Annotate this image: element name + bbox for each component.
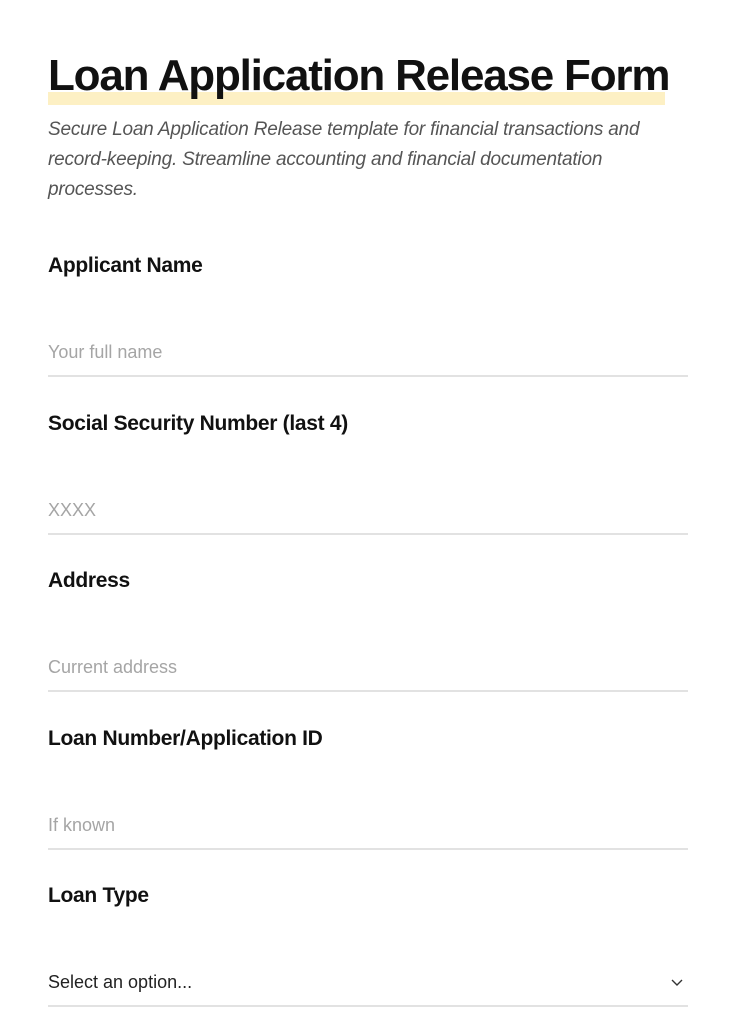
- field-address: [48, 569, 688, 692]
- field-ssn: [48, 412, 688, 535]
- chevron-down-icon: [670, 975, 684, 989]
- field-label: Loan Number/Application ID: [48, 727, 323, 750]
- applicant-name-input[interactable]: [48, 329, 688, 377]
- field-label: Loan Type: [48, 884, 149, 907]
- address-input[interactable]: [48, 644, 688, 692]
- field-loan-type: [48, 884, 688, 1007]
- field-loan-number: [48, 727, 688, 850]
- field-applicant-name: [48, 254, 688, 377]
- page-title: Loan Application Release Form: [48, 51, 670, 100]
- loan-number-input[interactable]: [48, 802, 688, 850]
- field-label: Address: [48, 569, 130, 592]
- field-label: Applicant Name: [48, 254, 203, 277]
- select-value: Select an option...: [48, 971, 193, 992]
- form-description: Secure Loan Application Release template for financial transactions and record-keeping. Streamline accounting and financial documentation processes.: [48, 119, 640, 200]
- field-label: Social Security Number (last 4): [48, 412, 348, 435]
- loan-type-select[interactable]: [48, 959, 688, 1007]
- ssn-input[interactable]: [48, 487, 688, 535]
